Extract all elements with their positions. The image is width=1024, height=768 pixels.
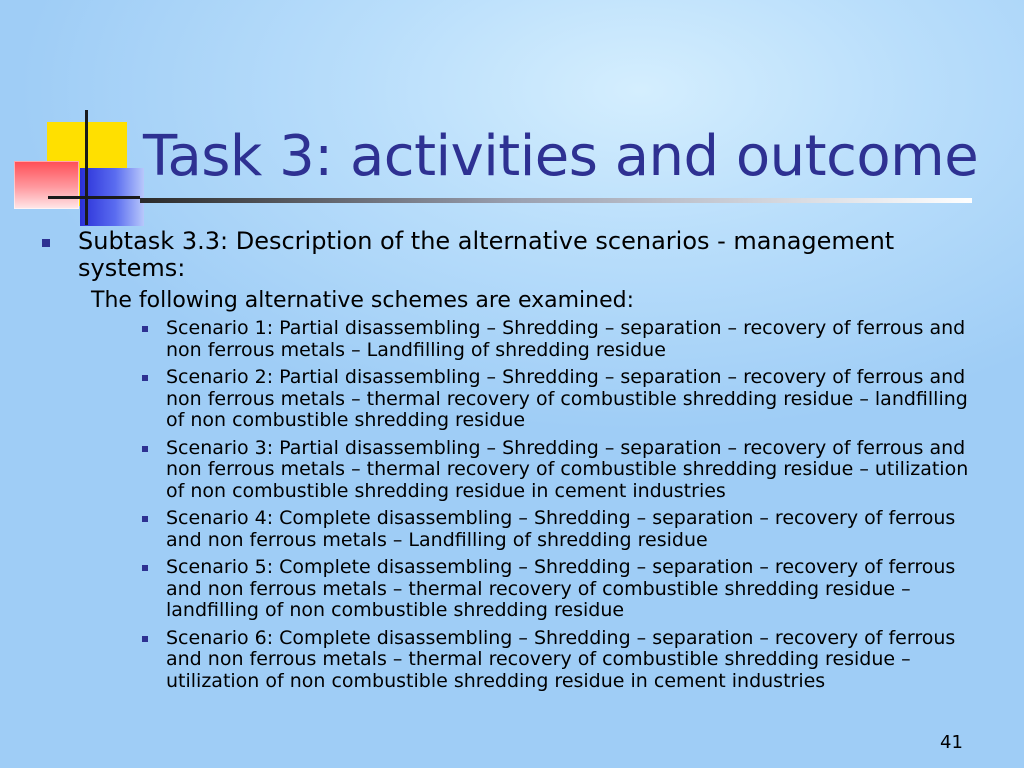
slide-title: Task 3: activities and outcome (143, 124, 979, 189)
scenario-text: Scenario 6: Complete disassembling – Shredding – separation – recovery of ferrous and non ferrous metals – thermal recovery of combustible shredding residue – utilization of non combustible shredding residue in cement industries (166, 626, 956, 692)
square-bullet-icon (142, 326, 148, 332)
scenario-text: Scenario 5: Complete disassembling – Shredding – separation – recovery of ferrous and non ferrous metals – thermal recovery of combustible shredding residue – landfilling of non combustible shredding residue (166, 556, 956, 621)
scenario-text: Scenario 4: Complete disassembling – Shredding – separation – recovery of ferrous and non ferrous metals – Landfilling of shredding residue (166, 507, 956, 551)
slide-content (36, 228, 986, 698)
square-bullet-icon (42, 239, 50, 247)
scenario-item-2 (36, 367, 986, 432)
square-bullet-icon (142, 446, 148, 452)
square-bullet-icon (142, 636, 148, 642)
scenario-item-6 (36, 628, 986, 693)
page-number: 41 (940, 732, 963, 753)
scenario-text: Scenario 1: Partial disassembling – Shredding – separation – recovery of ferrous and non ferrous metals – Landfilling of shredding residue (166, 317, 966, 361)
scenario-item-1 (36, 318, 986, 361)
vertical-line (85, 110, 88, 225)
scenario-item-4 (36, 508, 986, 551)
bullet-subtask-text: Subtask 3.3: Description of the alternative scenarios - management systems: (78, 227, 895, 282)
scenario-item-3 (36, 438, 986, 503)
horizontal-line (48, 196, 140, 199)
scenario-text: Scenario 3: Partial disassembling – Shredding – separation – recovery of ferrous and non ferrous metals – thermal recovery of combustible shredding residue – utilization of non combustible shredding residue in cement industries (166, 436, 969, 502)
square-bullet-icon (142, 375, 148, 381)
subheading: The following alternative schemes are examined: (91, 288, 635, 313)
decorative-squares-logo (0, 0, 160, 240)
square-bullet-icon (142, 565, 148, 571)
title-underline (140, 198, 972, 203)
square-bullet-icon (142, 516, 148, 522)
bullet-subtask (36, 228, 986, 282)
scenario-list (36, 318, 986, 692)
red-square (14, 161, 79, 209)
scenario-item-5 (36, 557, 986, 622)
scenario-text: Scenario 2: Partial disassembling – Shredding – separation – recovery of ferrous and non ferrous metals – thermal recovery of combustible shredding residue – landfilling of non combustible shredding residue (166, 366, 968, 431)
